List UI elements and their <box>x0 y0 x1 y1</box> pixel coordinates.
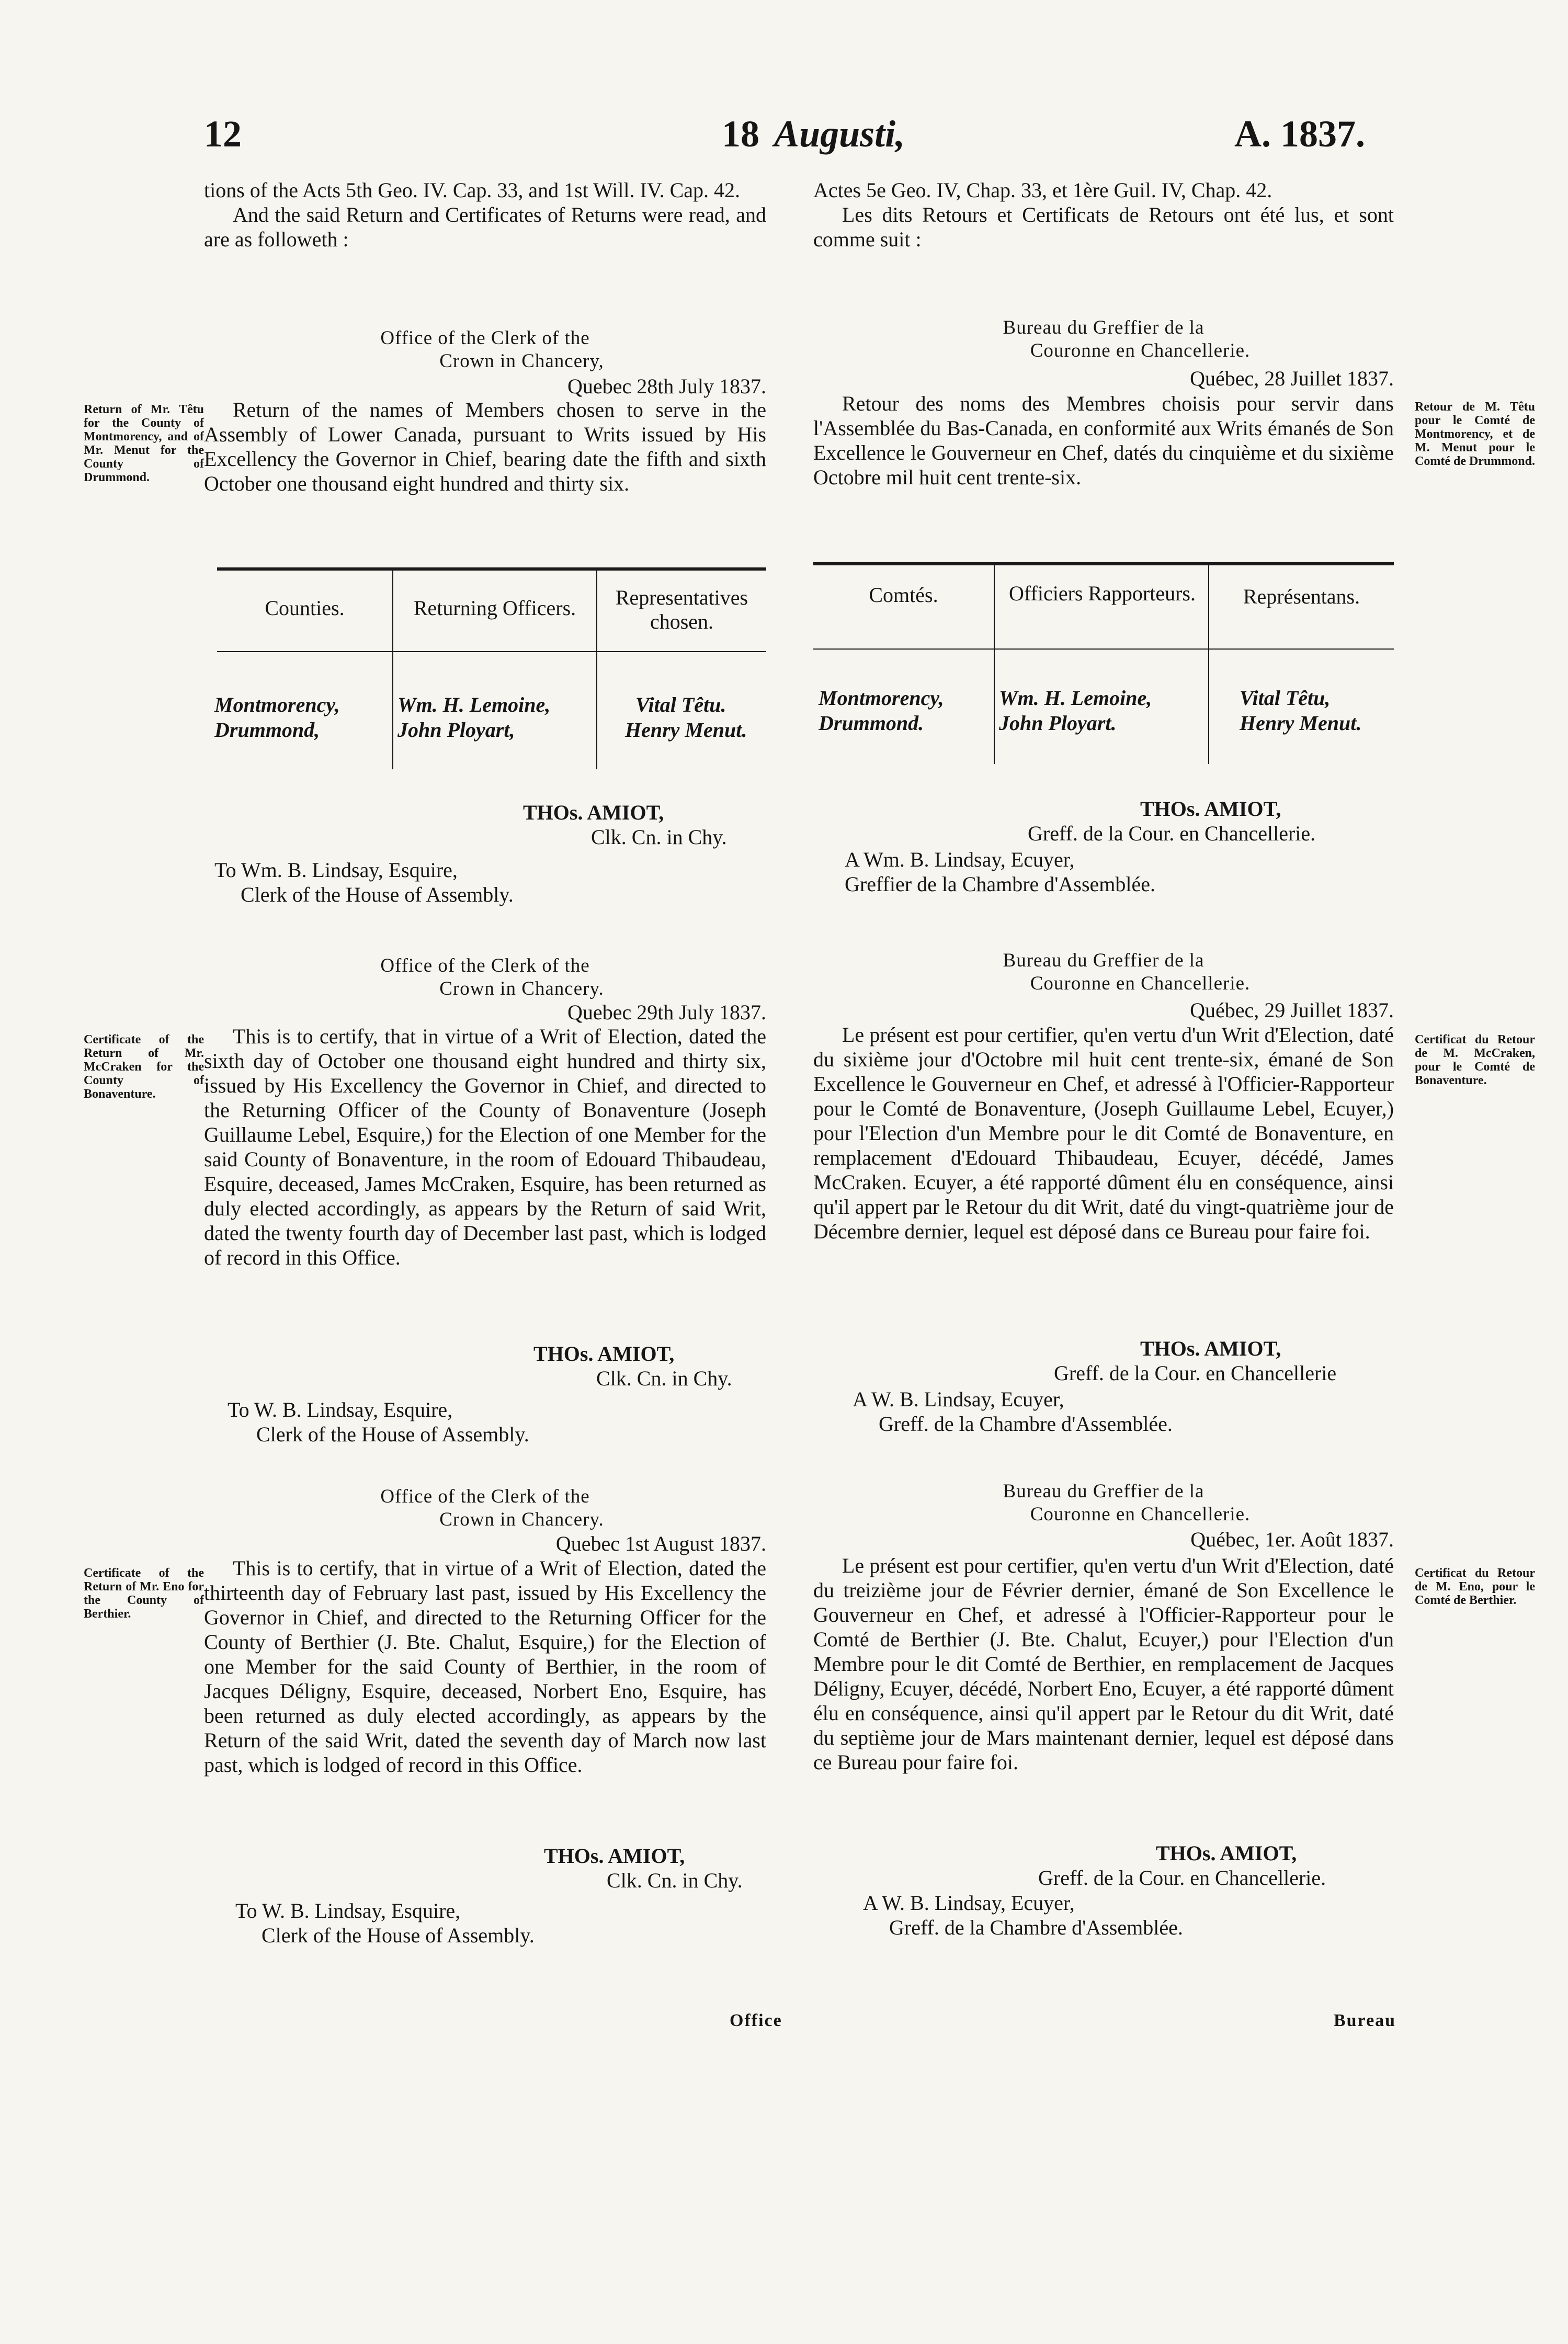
office-line: Office of the Clerk of the <box>380 955 590 976</box>
addressee-en <box>228 1397 529 1447</box>
catchword-en: Office <box>730 2011 782 2030</box>
addressee-line: Greff. de la Chambre d'Assemblée. <box>879 1412 1173 1436</box>
signature-title-en: Clk. Cn. in Chy. <box>596 1367 732 1390</box>
table-cell: Henry Menut. <box>625 718 747 742</box>
office-heading-en <box>204 1485 766 1531</box>
paragraph: Le présent est pour certifier, qu'en vertu d'un Writ d'Election, daté du sixième jour d'Octobre mil huit cent trente-six, émané de Son Excellence le Gouverneur en Chef, et adressé à l'Officier-Rapporteur pour le Comté de Bonaventure, (Joseph Guillaume Lebel, Ecuyer,) pour l'Election d'un Membre pour le dit Comté de Bonaventure, en remplacement d'Edouard Thibaudeau, Ecuyer, décédé, James McCraken. Ecuyer, a été rapporté dûment élu en conséquence, ainsi qu'il appert par le Retour du dit Writ, daté du vingt-quatrième jour de Décembre dernier, lequel est déposé dans ce Bureau pour faire foi. <box>813 1023 1394 1243</box>
table-cell: John Ployart. <box>999 711 1117 735</box>
addressee-line: A W. B. Lindsay, Ecuyer, <box>863 1891 1075 1915</box>
header-month: Augusti, <box>774 113 905 155</box>
signature-fr: THOs. AMIOT, <box>1140 1337 1281 1360</box>
office-line: Crown in Chancery, <box>439 350 604 372</box>
table-cell: Montmorency, <box>819 686 944 710</box>
office-line: Crown in Chancery. <box>439 1509 604 1530</box>
office-line: Couronne en Chancellerie. <box>1030 340 1251 361</box>
addressee-line: To W. B. Lindsay, Esquire, <box>235 1899 461 1922</box>
addressee-line: Clerk of the House of Assembly. <box>256 1423 529 1446</box>
office-heading-en <box>204 327 766 373</box>
signature-en: THOs. AMIOT, <box>544 1844 685 1868</box>
catchword-fr: Bureau <box>1334 2011 1396 2030</box>
certificate-body-fr <box>813 1022 1394 1244</box>
header-year: A. 1837. <box>1234 113 1365 155</box>
paragraph: Return of the names of Members chosen to serve in the Assembly of Lower Canada, pursuant to Writs issued by His Excellency the Governor in Chief, bearing date the fifth and sixth October one thousand eight hundred and thirty six. <box>204 398 766 495</box>
signature-title-en: Clk. Cn. in Chy. <box>607 1869 743 1892</box>
table-cell: Vital Têtu. <box>635 693 726 716</box>
addressee-line: Clerk of the House of Assembly. <box>241 883 514 906</box>
office-line: Couronne en Chancellerie. <box>1030 973 1251 994</box>
page-number: 12 <box>204 113 242 155</box>
table-rule <box>813 648 1394 650</box>
signature-fr: THOs. AMIOT, <box>1156 1841 1297 1865</box>
office-line: Office of the Clerk of the <box>380 327 590 349</box>
margin-note-en: Certificate of the Return of Mr. McCraken for the County of Bonaventure. <box>84 1033 204 1101</box>
office-heading-fr <box>813 1480 1394 1526</box>
intro-fr <box>813 178 1394 252</box>
margin-note-fr: Certificat du Retour de M. Eno, pour le Comté de Berthier. <box>1415 1566 1535 1607</box>
addressee-line: A W. B. Lindsay, Ecuyer, <box>853 1387 1064 1411</box>
paragraph: This is to certify, that in virtue of a Writ of Election, dated the sixth day of October one thousand eight hundred and thirty six, issued by His Excellency the Governor in Chief, and directed to the Returning Officer of the County of Bonaventure (Joseph Guillaume Lebel, Esquire,) for the Election of one Member for the said County of Bonaventure, in the room of Edouard Thibaudeau, Esquire, deceased, James McCraken, Esquire, has been returned as duly elected accordingly, as appears by the Return of said Writ, dated the twenty fourth day of December last past, which is lodged of record in this Office. <box>204 1025 766 1269</box>
signature-en: THOs. AMIOT, <box>533 1342 675 1366</box>
date-fr: Québec, 28 Juillet 1837. <box>1190 367 1394 390</box>
office-line: Bureau du Greffier de la <box>1003 1481 1205 1502</box>
table-cell: Henry Menut. <box>1240 711 1362 735</box>
table-header: Returning Officers. <box>413 596 576 620</box>
office-line: Crown in Chancery. <box>439 978 604 999</box>
table-header: Counties. <box>265 596 345 620</box>
office-line: Bureau du Greffier de la <box>1003 950 1205 971</box>
addressee-line: To W. B. Lindsay, Esquire, <box>228 1398 453 1421</box>
paragraph: Retour des noms des Membres choisis pour servir dans l'Assemblée du Bas-Canada, en conformité aux Writs émanés de Son Excellence le Gouverneur en Chef, datés du cinquième et du sixième Octobre mil huit cent trente-six. <box>813 392 1394 489</box>
intro-en <box>204 178 766 252</box>
margin-note-en: Certificate of the Return of Mr. Eno for the County of Berthier. <box>84 1566 204 1621</box>
table-cell: John Ployart, <box>397 718 515 742</box>
certificate-body-en <box>204 1556 766 1777</box>
addressee-en <box>235 1898 535 1948</box>
office-heading-fr <box>813 316 1394 362</box>
margin-note-fr: Certificat du Retour de M. McCraken, pour le Comté de Bonaventure. <box>1415 1033 1535 1087</box>
addressee-fr <box>853 1387 1173 1436</box>
return-body-fr <box>813 391 1394 490</box>
table-header: Représentans. <box>1243 585 1360 608</box>
office-heading-en <box>204 954 766 1000</box>
paragraph: Le présent est pour certifier, qu'en vertu d'un Writ d'Election, daté du treizième jour de Février dernier, émané de Son Excellence le Gouverneur en Chef, et adressé à l'Officier-Rapporteur pour le Comté de Berthier (J. Bte. Chalut, Ecuyer,) pour l'Election d'un Membre pour le dit Comté de Berthier, en remplacement de Jacques Déligny, Ecuyer, décédé, Norbert Eno, Ecuyer, a été rapporté dûment élu en conséquence, ainsi qu'il appert par le Retour du dit Writ, daté du septième jour de Mars maintenant dernier, lequel est déposé dans ce Bureau pour faire foi. <box>813 1554 1394 1774</box>
table-divider <box>994 565 995 764</box>
margin-note-fr: Retour de M. Têtu pour le Comté de Montmorency, et de M. Menut pour le Comté de Drummond. <box>1415 400 1535 468</box>
addressee-line: To Wm. B. Lindsay, Esquire, <box>214 858 458 882</box>
addressee-en <box>214 858 514 907</box>
intro-en-line1: tions of the Acts 5th Geo. IV. Cap. 33, and 1st Will. IV. Cap. 42. <box>204 178 741 202</box>
intro-fr-line2: Les dits Retours et Certificats de Retours ont été lus, et sont comme suit : <box>813 203 1394 251</box>
table-cell: Drummond, <box>214 718 320 742</box>
addressee-line: Clerk of the House of Assembly. <box>262 1924 535 1947</box>
date-en: Quebec 29th July 1837. <box>567 1000 766 1024</box>
table-header: Representatives chosen. <box>615 586 748 633</box>
addressee-fr <box>863 1891 1183 1940</box>
office-line: Couronne en Chancellerie. <box>1030 1504 1251 1525</box>
table-rule <box>813 562 1394 565</box>
certificate-body-fr <box>813 1553 1394 1774</box>
intro-en-line2: And the said Return and Certificates of Returns were read, and are as followeth : <box>204 203 766 251</box>
office-line: Office of the Clerk of the <box>380 1486 590 1507</box>
addressee-fr <box>845 847 1155 896</box>
signature-title-fr: Greff. de la Cour. en Chancellerie. <box>1038 1866 1326 1890</box>
paragraph: This is to certify, that in virtue of a Writ of Election, dated the thirteenth day of February last past, issued by His Excellency the Governor in Chief, and directed to the Returning Officer for the County of Berthier (J. Bte. Chalut, Esquire,) for the Election of one Member for the said County of Berthier, in the room of Jacques Déligny, Esquire, deceased, Norbert Eno, Esquire, has been returned as duly elected accordingly, as appears by the Return of the said Writ, dated the seventh day of March now last past, which is lodged of record in this Office. <box>204 1556 766 1777</box>
date-en: Quebec 1st August 1837. <box>555 1532 766 1555</box>
table-cell: Wm. H. Lemoine, <box>397 693 551 716</box>
table-cell: Wm. H. Lemoine, <box>999 686 1152 710</box>
table-header: Comtés. <box>869 583 938 607</box>
date-fr: Québec, 1er. Août 1837. <box>1190 1528 1394 1551</box>
table-header: Officiers Rapporteurs. <box>1009 582 1196 605</box>
certificate-body-en <box>204 1024 766 1270</box>
intro-fr-line1: Actes 5e Geo. IV, Chap. 33, et 1ère Guil. IV, Chap. 42. <box>813 178 1272 202</box>
table-cell: Drummond. <box>819 711 924 735</box>
table-rule <box>217 567 766 571</box>
office-heading-fr <box>813 949 1394 995</box>
date-fr: Québec, 29 Juillet 1837. <box>1190 998 1394 1022</box>
header-day: 18 <box>722 113 759 155</box>
table-cell: Montmorency, <box>214 693 340 716</box>
office-line: Bureau du Greffier de la <box>1003 317 1205 338</box>
margin-note-en: Return of Mr. Têtu for the County of Montmorency, and of Mr. Menut for the County of Drummond. <box>84 403 204 484</box>
return-body-en <box>204 397 766 496</box>
signature-fr: THOs. AMIOT, <box>1140 797 1281 821</box>
signature-en: THOs. AMIOT, <box>523 801 664 824</box>
table-cell: Vital Têtu, <box>1240 686 1331 710</box>
addressee-line: Greffier de la Chambre d'Assemblée. <box>845 872 1156 896</box>
signature-title-fr: Greff. de la Cour. en Chancellerie <box>1054 1361 1337 1385</box>
signature-title-fr: Greff. de la Cour. en Chancellerie. <box>1028 822 1316 845</box>
table-rule <box>217 651 766 652</box>
addressee-line: Greff. de la Chambre d'Assemblée. <box>889 1916 1183 1939</box>
date-en: Quebec 28th July 1837. <box>567 374 766 398</box>
signature-title-en: Clk. Cn. in Chy. <box>591 825 727 849</box>
addressee-line: A Wm. B. Lindsay, Ecuyer, <box>845 848 1075 871</box>
